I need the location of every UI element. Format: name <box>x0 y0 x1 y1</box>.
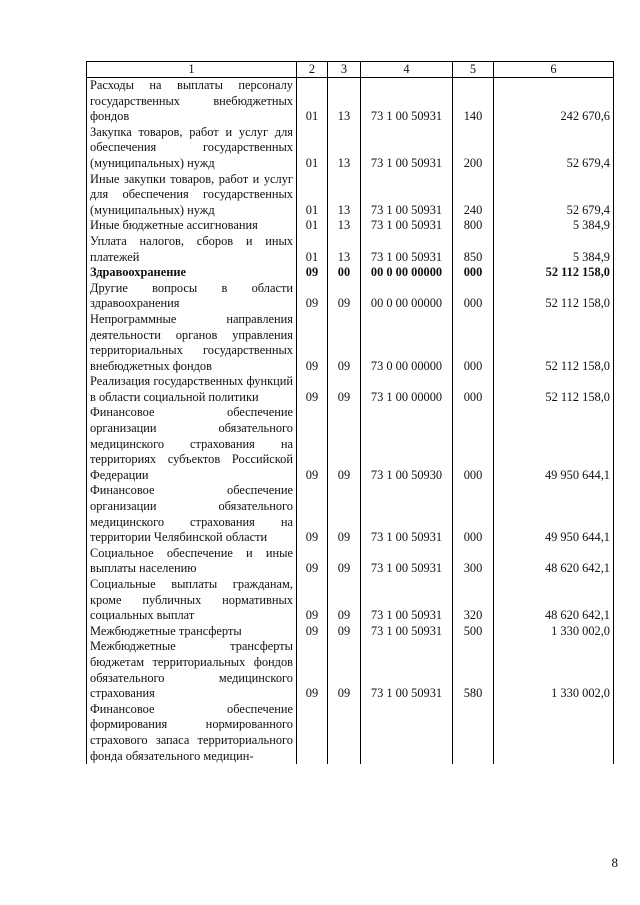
row-amount: 5 384,9 <box>494 234 614 265</box>
row-expense-type-code: 580 <box>453 639 494 701</box>
table-header-row <box>87 62 614 78</box>
row-amount: 242 670,6 <box>494 78 614 125</box>
row-name: Финансовое обеспечение организации обязательного медицинского страхования на территориях субъектов Российской Федерации <box>87 405 297 483</box>
row-amount: 52 112 158,0 <box>494 312 614 374</box>
row-name: Реализация государственных функций в области социальной политики <box>87 374 297 405</box>
table-row <box>87 218 614 234</box>
row-amount: 5 384,9 <box>494 218 614 234</box>
row-amount: 52 679,4 <box>494 172 614 219</box>
row-amount: 48 620 642,1 <box>494 577 614 624</box>
row-section-code: 09 <box>297 546 328 577</box>
row-expense-type-code: 240 <box>453 172 494 219</box>
row-expense-type-code: 000 <box>453 281 494 312</box>
row-name: Финансовое обеспечение формирования нормированного страхового запаса территориального фонда обязательного медицин- <box>87 702 297 764</box>
row-amount: 52 112 158,0 <box>494 374 614 405</box>
row-amount: 49 950 644,1 <box>494 483 614 545</box>
table-row <box>87 265 614 281</box>
row-target-article-code: 73 1 00 50931 <box>361 483 453 545</box>
row-subsection-code: 09 <box>328 577 361 624</box>
row-amount: 48 620 642,1 <box>494 546 614 577</box>
row-section-code: 09 <box>297 577 328 624</box>
header-col-3: 3 <box>328 62 361 78</box>
row-name: Уплата налогов, сборов и иных платежей <box>87 234 297 265</box>
header-col-1: 1 <box>87 62 297 78</box>
table-row <box>87 546 614 577</box>
row-subsection-code: 09 <box>328 483 361 545</box>
row-section-code: 09 <box>297 624 328 640</box>
table-row <box>87 624 614 640</box>
row-subsection-code <box>328 702 361 764</box>
row-subsection-code: 09 <box>328 639 361 701</box>
row-name: Социальные выплаты гражданам, кроме публичных нормативных социальных выплат <box>87 577 297 624</box>
row-name: Финансовое обеспечение организации обязательного медицинского страхования на территории Челябинской области <box>87 483 297 545</box>
header-col-4: 4 <box>361 62 453 78</box>
row-subsection-code: 13 <box>328 172 361 219</box>
row-expense-type-code: 200 <box>453 125 494 172</box>
row-expense-type-code: 500 <box>453 624 494 640</box>
row-name: Иные закупки товаров, работ и услуг для обеспечения государственных (муниципальных) нужд <box>87 172 297 219</box>
row-subsection-code: 00 <box>328 265 361 281</box>
row-expense-type-code: 320 <box>453 577 494 624</box>
row-subsection-code: 09 <box>328 281 361 312</box>
row-target-article-code: 73 1 00 50931 <box>361 172 453 219</box>
row-subsection-code: 13 <box>328 125 361 172</box>
row-name: Другие вопросы в области здравоохранения <box>87 281 297 312</box>
budget-table <box>86 61 614 764</box>
row-name: Социальное обеспечение и иные выплаты населению <box>87 546 297 577</box>
table-row <box>87 577 614 624</box>
row-name: Расходы на выплаты персоналу государственных внебюджетных фондов <box>87 78 297 125</box>
row-section-code: 09 <box>297 639 328 701</box>
table-row <box>87 78 614 125</box>
row-section-code: 09 <box>297 405 328 483</box>
row-target-article-code: 00 0 00 00000 <box>361 265 453 281</box>
row-target-article-code <box>361 702 453 764</box>
table-row <box>87 281 614 312</box>
row-section-code <box>297 702 328 764</box>
row-section-code: 01 <box>297 78 328 125</box>
table-row <box>87 405 614 483</box>
row-name: Непрограммные направления деятельности органов управления территориальных государственных внебюджетных фондов <box>87 312 297 374</box>
row-expense-type-code <box>453 702 494 764</box>
row-target-article-code: 73 1 00 50931 <box>361 546 453 577</box>
row-expense-type-code: 000 <box>453 265 494 281</box>
row-target-article-code: 73 1 00 50931 <box>361 218 453 234</box>
row-name: Межбюджетные трансферты <box>87 624 297 640</box>
row-expense-type-code: 300 <box>453 546 494 577</box>
table-body <box>87 78 614 765</box>
row-expense-type-code: 140 <box>453 78 494 125</box>
table-row <box>87 172 614 219</box>
row-target-article-code: 73 1 00 50931 <box>361 78 453 125</box>
row-expense-type-code: 800 <box>453 218 494 234</box>
row-expense-type-code: 000 <box>453 312 494 374</box>
table-row <box>87 125 614 172</box>
row-section-code: 09 <box>297 281 328 312</box>
row-name: Иные бюджетные ассигнования <box>87 218 297 234</box>
row-section-code: 01 <box>297 218 328 234</box>
table-row <box>87 702 614 764</box>
row-name: Межбюджетные трансферты бюджетам территориальных фондов обязательного медицинского страхования <box>87 639 297 701</box>
row-amount: 49 950 644,1 <box>494 405 614 483</box>
table-row <box>87 639 614 701</box>
row-subsection-code: 09 <box>328 312 361 374</box>
row-amount: 52 112 158,0 <box>494 281 614 312</box>
row-target-article-code: 73 1 00 50931 <box>361 125 453 172</box>
table-row <box>87 234 614 265</box>
row-target-article-code: 00 0 00 00000 <box>361 281 453 312</box>
row-target-article-code: 73 1 00 50930 <box>361 405 453 483</box>
table-row <box>87 374 614 405</box>
document-page <box>86 61 613 764</box>
row-target-article-code: 73 1 00 50931 <box>361 577 453 624</box>
row-subsection-code: 13 <box>328 218 361 234</box>
header-col-5: 5 <box>453 62 494 78</box>
row-name: Здравоохранение <box>87 265 297 281</box>
row-amount: 1 330 002,0 <box>494 624 614 640</box>
row-target-article-code: 73 1 00 00000 <box>361 374 453 405</box>
row-subsection-code: 13 <box>328 234 361 265</box>
row-subsection-code: 13 <box>328 78 361 125</box>
row-amount: 52 112 158,0 <box>494 265 614 281</box>
row-target-article-code: 73 1 00 50931 <box>361 639 453 701</box>
row-expense-type-code: 000 <box>453 374 494 405</box>
row-subsection-code: 09 <box>328 546 361 577</box>
row-section-code: 09 <box>297 483 328 545</box>
row-amount <box>494 702 614 764</box>
row-target-article-code: 73 1 00 50931 <box>361 234 453 265</box>
row-expense-type-code: 850 <box>453 234 494 265</box>
page-number: 8 <box>611 855 618 870</box>
row-target-article-code: 73 1 00 50931 <box>361 624 453 640</box>
row-subsection-code: 09 <box>328 405 361 483</box>
row-target-article-code: 73 0 00 00000 <box>361 312 453 374</box>
row-section-code: 09 <box>297 312 328 374</box>
header-col-2: 2 <box>297 62 328 78</box>
row-section-code: 01 <box>297 172 328 219</box>
table-row <box>87 312 614 374</box>
row-section-code: 09 <box>297 265 328 281</box>
row-amount: 52 679,4 <box>494 125 614 172</box>
header-col-6: 6 <box>494 62 614 78</box>
row-name: Закупка товаров, работ и услуг для обеспечения государственных (муниципальных) нужд <box>87 125 297 172</box>
row-subsection-code: 09 <box>328 374 361 405</box>
row-section-code: 01 <box>297 234 328 265</box>
row-section-code: 09 <box>297 374 328 405</box>
row-section-code: 01 <box>297 125 328 172</box>
row-amount: 1 330 002,0 <box>494 639 614 701</box>
row-expense-type-code: 000 <box>453 483 494 545</box>
row-expense-type-code: 000 <box>453 405 494 483</box>
table-row <box>87 483 614 545</box>
row-subsection-code: 09 <box>328 624 361 640</box>
